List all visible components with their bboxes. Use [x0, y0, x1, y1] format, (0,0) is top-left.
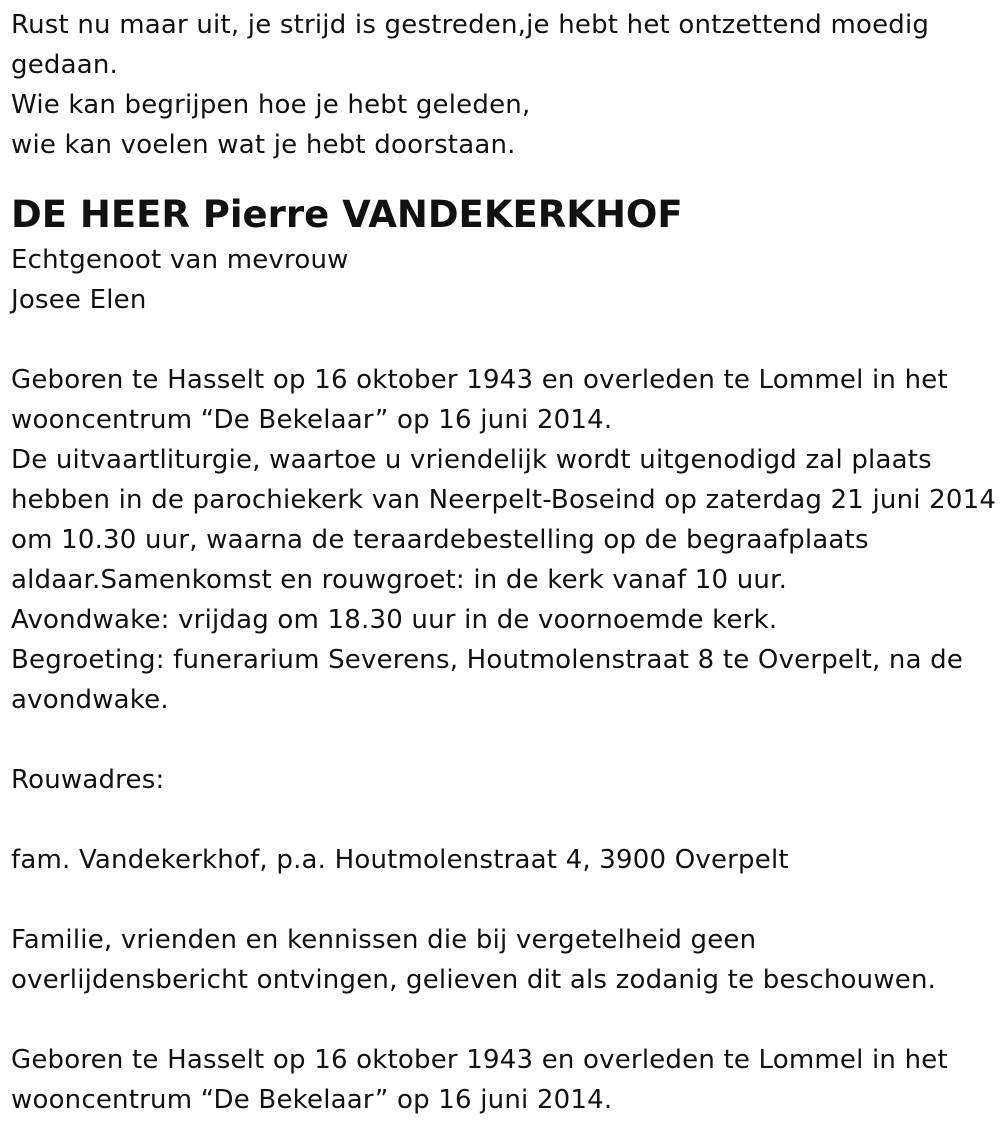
poem-line: Rust nu maar uit, je strijd is gestreden,je hebt het ontzettend moedig	[11, 10, 930, 40]
spacer	[11, 800, 996, 840]
announcement-line: wooncentrum “De Bekelaar” op 16 juni 2014.	[11, 405, 613, 435]
announcement	[11, 360, 996, 720]
repeat-line: Geboren te Hasselt op 16 oktober 1943 en overleden te Lommel in het	[11, 1045, 948, 1075]
notice-line: Familie, vrienden en kennissen die bij vergetelheid geen	[11, 925, 757, 955]
announcement-line: om 10.30 uur, waarna de teraardebestelling op de begraafplaats	[11, 525, 869, 555]
announcement-line: De uitvaartliturgie, waartoe u vriendelijk wordt uitgenodigd zal plaats	[11, 445, 932, 475]
notice	[11, 920, 996, 1000]
repeat-announcement	[11, 1040, 996, 1120]
announcement-line: Geboren te Hasselt op 16 oktober 1943 en overleden te Lommel in het	[11, 365, 948, 395]
address-value: fam. Vandekerkhof, p.a. Houtmolenstraat 4, 3900 Overpelt	[11, 845, 789, 875]
deceased-name: DE HEER Pierre VANDEKERKHOF	[11, 193, 683, 236]
poem-line: Wie kan begrijpen hoe je hebt geleden,	[11, 90, 531, 120]
spacer	[11, 320, 996, 360]
announcement-line: Begroeting: funerarium Severens, Houtmolenstraat 8 te Overpelt, na de	[11, 645, 964, 675]
notice-line: overlijdensbericht ontvingen, gelieven dit als zodanig te beschouwen.	[11, 965, 937, 995]
announcement-line: aldaar.Samenkomst en rouwgroet: in de kerk vanaf 10 uur.	[11, 565, 788, 595]
poem	[11, 5, 996, 165]
spouse-name: Josee Elen	[11, 285, 147, 315]
spacer	[11, 1000, 996, 1040]
spouse-line: Echtgenoot van mevrouw	[11, 245, 349, 275]
announcement-line: Avondwake: vrijdag om 18.30 uur in de voornoemde kerk.	[11, 605, 778, 635]
poem-line: gedaan.	[11, 50, 119, 80]
repeat-line: wooncentrum “De Bekelaar” op 16 juni 2014.	[11, 1085, 613, 1115]
announcement-line: avondwake.	[11, 685, 169, 715]
obituary-document	[11, 5, 996, 1120]
spacer	[11, 720, 996, 760]
poem-line: wie kan voelen wat je hebt doorstaan.	[11, 130, 516, 160]
spacer	[11, 880, 996, 920]
announcement-line: hebben in de parochiekerk van Neerpelt-Boseind op zaterdag 21 juni 2014	[11, 485, 997, 515]
address-label: Rouwadres:	[11, 765, 165, 795]
